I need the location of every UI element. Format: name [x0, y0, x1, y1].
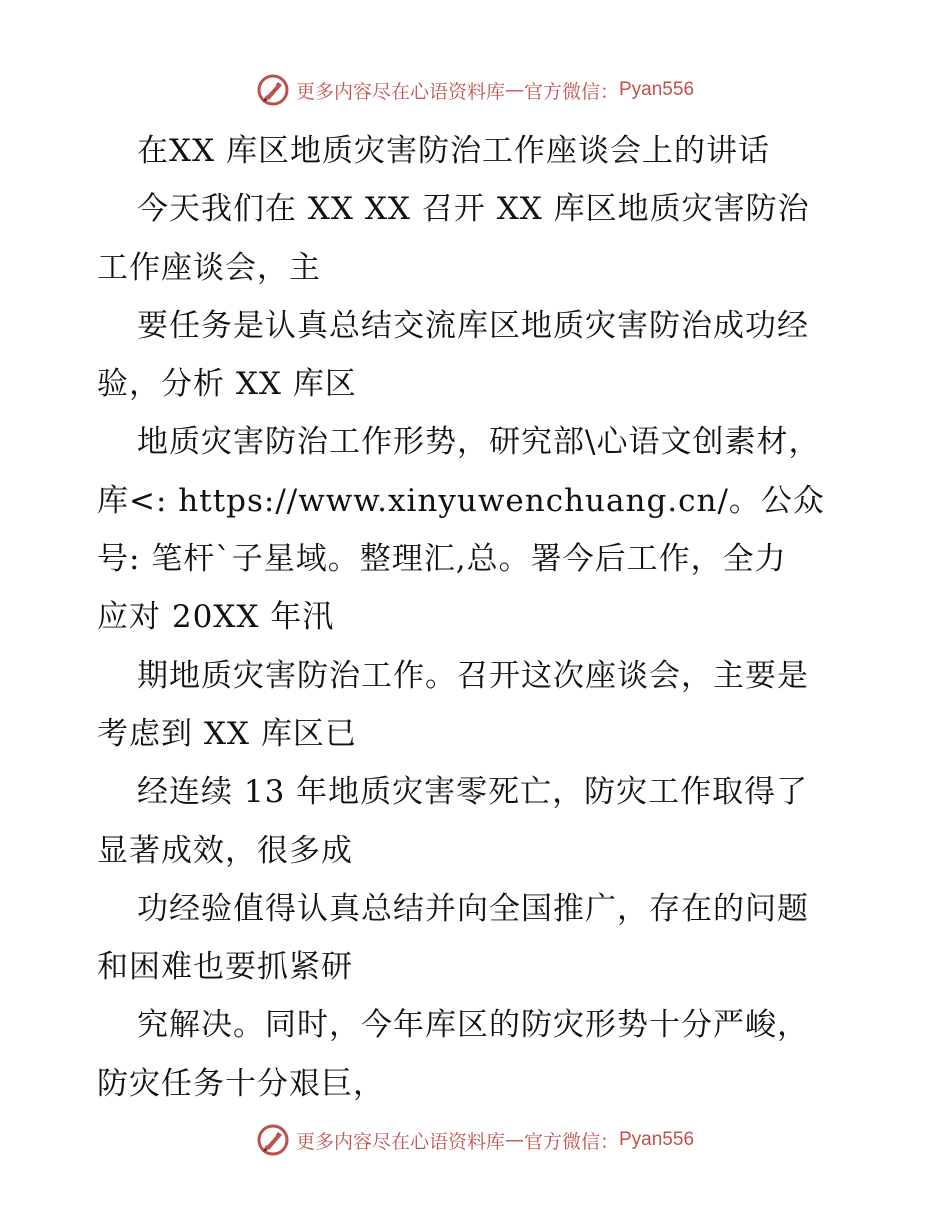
paragraph-line: 和困难也要抓紧研: [97, 949, 353, 986]
quill-logo-icon: [256, 73, 290, 107]
paragraph-line: 功经验值得认真总结并向全国推广，存在的问题: [137, 890, 809, 927]
footer-banner: [0, 1120, 950, 1160]
banner-separator: —: [504, 79, 524, 101]
banner-text: 更多内容尽在心语资料库: [295, 80, 505, 103]
paragraph-line: 显著成效，很多成: [97, 832, 353, 869]
banner-text: 更多内容尽在心语资料库: [295, 1130, 505, 1153]
document-body: [97, 122, 857, 1113]
banner-wechat-label: 官方微信：: [523, 1130, 619, 1153]
paragraph-line: 究解决。同时，今年库区的防灾形势十分严峻，: [137, 1007, 809, 1044]
paragraph-line: 要任务是认真总结交流库区地质灾害防治成功经: [137, 307, 809, 344]
paragraph-line: 经连续 13 年地质灾害零死亡，防灾工作取得了: [137, 774, 809, 811]
banner-wechat-label: 官方微信：: [523, 80, 619, 103]
document-title: 在XX 库区地质灾害防治工作座谈会上的讲话: [137, 133, 770, 169]
paragraph-line: 防灾任务十分艰巨，: [97, 1065, 385, 1102]
paragraph-line: 应对 20XX 年汛: [97, 599, 335, 636]
paragraph-line: 号: 笔杆`子星域。整理汇,总。署今后工作，全力: [97, 541, 787, 578]
quill-logo-icon: [256, 1123, 290, 1157]
header-banner: [0, 70, 950, 110]
paragraph-line: 验，分析 XX 库区: [97, 366, 357, 403]
paragraph-line: 库<: https://www.xinyuwenchuang.cn/。公众: [97, 482, 825, 519]
banner-separator: —: [504, 1129, 524, 1151]
banner-wechat-id: Pyan556: [619, 1129, 695, 1150]
banner-wechat-id: Pyan556: [619, 79, 695, 100]
paragraph-line: 今天我们在 XX XX 召开 XX 库区地质灾害防治: [137, 191, 810, 228]
paragraph-line: 工作座谈会，主: [97, 249, 321, 286]
paragraph-line: 地质灾害防治工作形势，研究部\心语文创素材，: [137, 424, 821, 461]
paragraph-line: 期地质灾害防治工作。召开这次座谈会，主要是: [137, 657, 809, 694]
paragraph-line: 考虑到 XX 库区已: [97, 715, 357, 752]
